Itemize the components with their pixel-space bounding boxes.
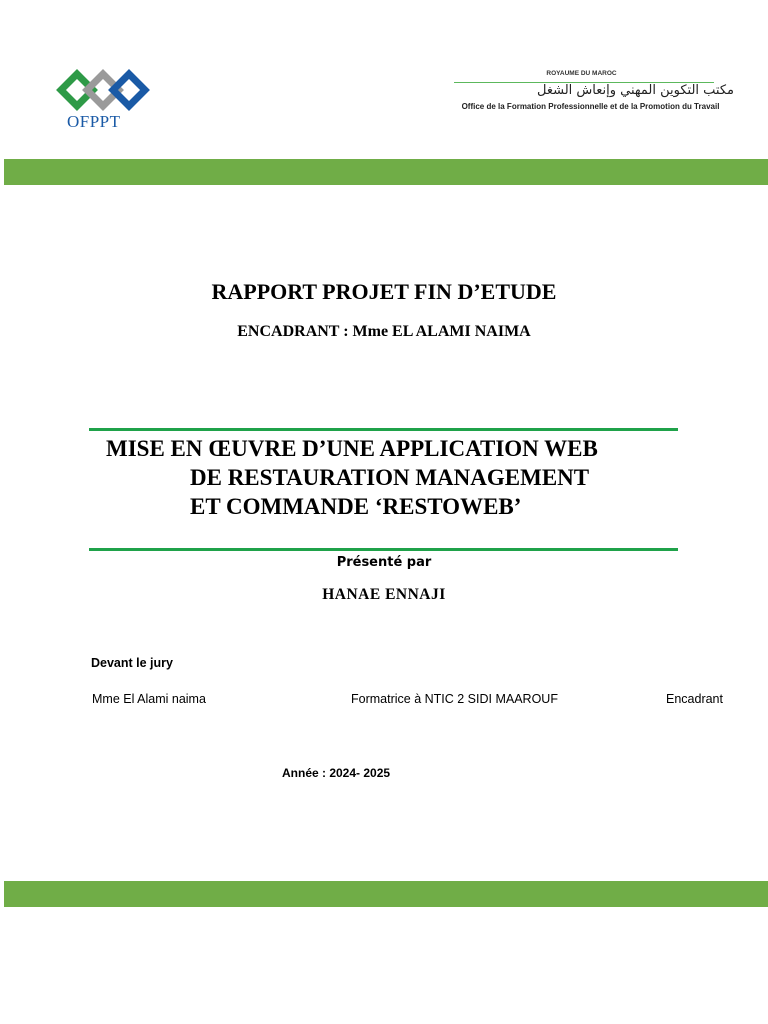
- report-title: RAPPORT PROJET FIN D’ETUDE: [211, 279, 557, 304]
- bottom-green-band: [4, 881, 768, 907]
- academic-year: Année : 2024- 2025: [282, 766, 391, 780]
- top-green-band: [4, 159, 768, 185]
- jury-member-role: Encadrant: [666, 692, 723, 706]
- kingdom-label: ROYAUME DU MAROC: [546, 70, 617, 77]
- jury-member-position: Formatrice à NTIC 2 SIDI MAAROUF: [351, 692, 558, 706]
- ofppt-diamond-logo-icon: [55, 68, 155, 112]
- office-logo: [444, 70, 734, 122]
- jury-member-name: Mme El Alami naima: [92, 692, 206, 706]
- title-bottom-rule: [89, 548, 678, 551]
- arabic-office-name: مكتب التكوين المهني وإنعاش الشغل: [537, 83, 734, 98]
- student-name: HANAE ENNAJI: [322, 586, 446, 603]
- title-top-rule: [89, 428, 678, 431]
- office-name: Office de la Formation Professionnelle et de la Promotion du Travail: [461, 102, 720, 111]
- project-title-line-1: MISE EN ŒUVRE D’UNE APPLICATION WEB: [106, 436, 598, 461]
- presented-by-label: Présenté par: [336, 555, 432, 570]
- project-title: [106, 434, 706, 521]
- ofppt-brand-text: OFPPT: [67, 112, 121, 131]
- project-title-line-3: ET COMMANDE ‘RESTOWEB’: [190, 494, 522, 519]
- ofppt-logo: [55, 68, 155, 134]
- jury-label: Devant le jury: [91, 656, 173, 670]
- supervisor-line: ENCADRANT : Mme EL ALAMI NAIMA: [237, 323, 531, 340]
- project-title-line-2: DE RESTAURATION MANAGEMENT: [190, 465, 590, 490]
